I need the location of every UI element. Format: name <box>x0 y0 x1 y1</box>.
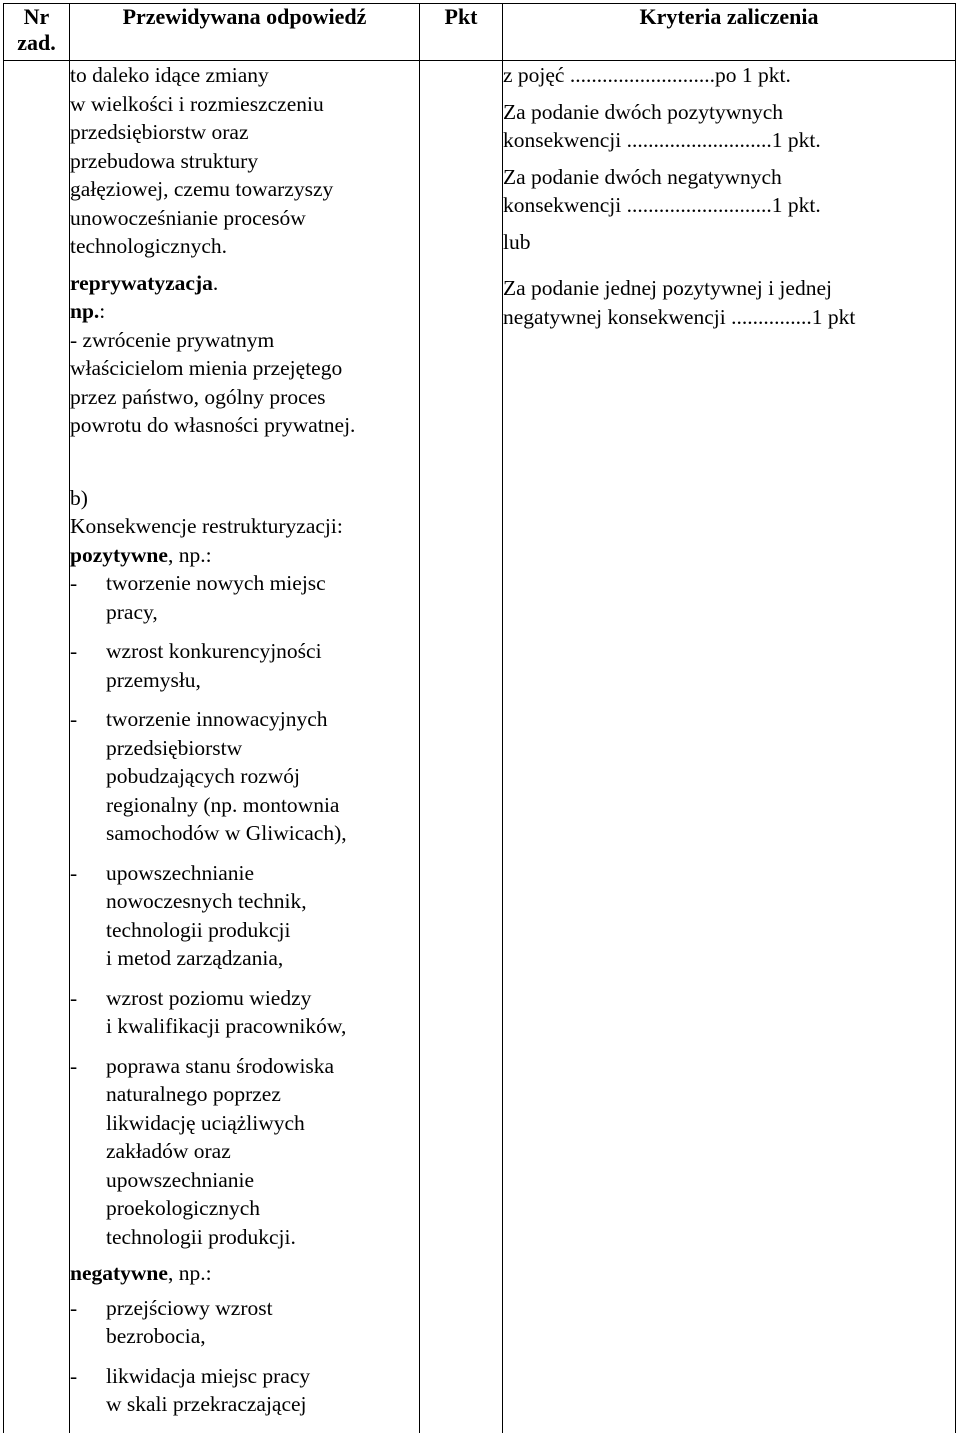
list-item: - upowszechnianie nowoczesnych technik, technologii produkcji i metod zarządzania, <box>70 859 419 973</box>
list-item: - tworzenie innowacyjnych przedsiębiorstw pobudzających rozwój regionalny (np. montownia samochodów w Gliwicach), <box>70 705 419 848</box>
answer-cell <box>70 61 420 1433</box>
header-criteria: Kryteria zaliczenia <box>503 4 956 61</box>
negative-list <box>70 1294 419 1419</box>
answer-key-table <box>3 3 956 1433</box>
list-item: - likwidacja miejsc pracy w skali przekraczającej <box>70 1362 419 1419</box>
points-cell <box>420 61 503 1433</box>
criteria-two-positive: Za podanie dwóch pozytywnych <box>503 98 955 127</box>
reprivatization-line: przez państwo, ogólny proces <box>70 383 419 412</box>
intro-line: technologicznych. <box>70 232 419 261</box>
criteria-two-positive: konsekwencji ...........................1 pkt. <box>503 126 955 155</box>
body-row <box>4 61 956 1433</box>
reprivatization-line: - zwrócenie prywatnym <box>70 326 419 355</box>
consequences-heading: Konsekwencje restrukturyzacji: <box>70 512 419 541</box>
criteria-one-each: Za podanie jednej pozytywnej i jednej <box>503 274 955 303</box>
criteria-two-negative: Za podanie dwóch negatywnych <box>503 163 955 192</box>
criteria-or: lub <box>503 228 955 257</box>
intro-line: w wielkości i rozmieszczeniu <box>70 90 419 119</box>
reprivatization-term: reprywatyzacja. <box>70 269 419 298</box>
criteria-one-each: negatywnej konsekwencji ...............1 pkt <box>503 303 955 332</box>
list-item: - przejściowy wzrost bezrobocia, <box>70 1294 419 1351</box>
criteria-cell <box>503 61 956 1433</box>
intro-line: przebudowa struktury <box>70 147 419 176</box>
header-row <box>4 4 956 61</box>
criteria-two-negative: konsekwencji ...........................1 pkt. <box>503 191 955 220</box>
reprivatization-line: właścicielom mienia przejętego <box>70 354 419 383</box>
positive-heading: pozytywne, np.: <box>70 541 419 570</box>
nr-cell <box>4 61 70 1433</box>
part-b-label: b) <box>70 484 419 513</box>
header-answer: Przewidywana odpowiedź <box>70 4 420 61</box>
criteria-line: z pojęć ...........................po 1 pkt. <box>503 61 955 90</box>
positive-list <box>70 569 419 1251</box>
header-points: Pkt <box>420 4 503 61</box>
list-item: - tworzenie nowych miejsc pracy, <box>70 569 419 626</box>
list-item: - poprawa stanu środowiska naturalnego poprzez likwidację uciążliwych zakładów oraz upowszechnianie proekologicznych technologii produkcji. <box>70 1052 419 1252</box>
intro-line: unowocześnianie procesów <box>70 204 419 233</box>
list-item: - wzrost konkurencyjności przemysłu, <box>70 637 419 694</box>
intro-line: przedsiębiorstw oraz <box>70 118 419 147</box>
reprivatization-line: powrotu do własności prywatnej. <box>70 411 419 440</box>
header-nr: Nr zad. <box>4 4 70 61</box>
negative-heading: negatywne, np.: <box>70 1259 419 1288</box>
intro-line: to daleko idące zmiany <box>70 61 419 90</box>
list-item: - wzrost poziomu wiedzy i kwalifikacji pracowników, <box>70 984 419 1041</box>
reprivatization-np: np.: <box>70 297 419 326</box>
intro-line: gałęziowej, czemu towarzyszy <box>70 175 419 204</box>
